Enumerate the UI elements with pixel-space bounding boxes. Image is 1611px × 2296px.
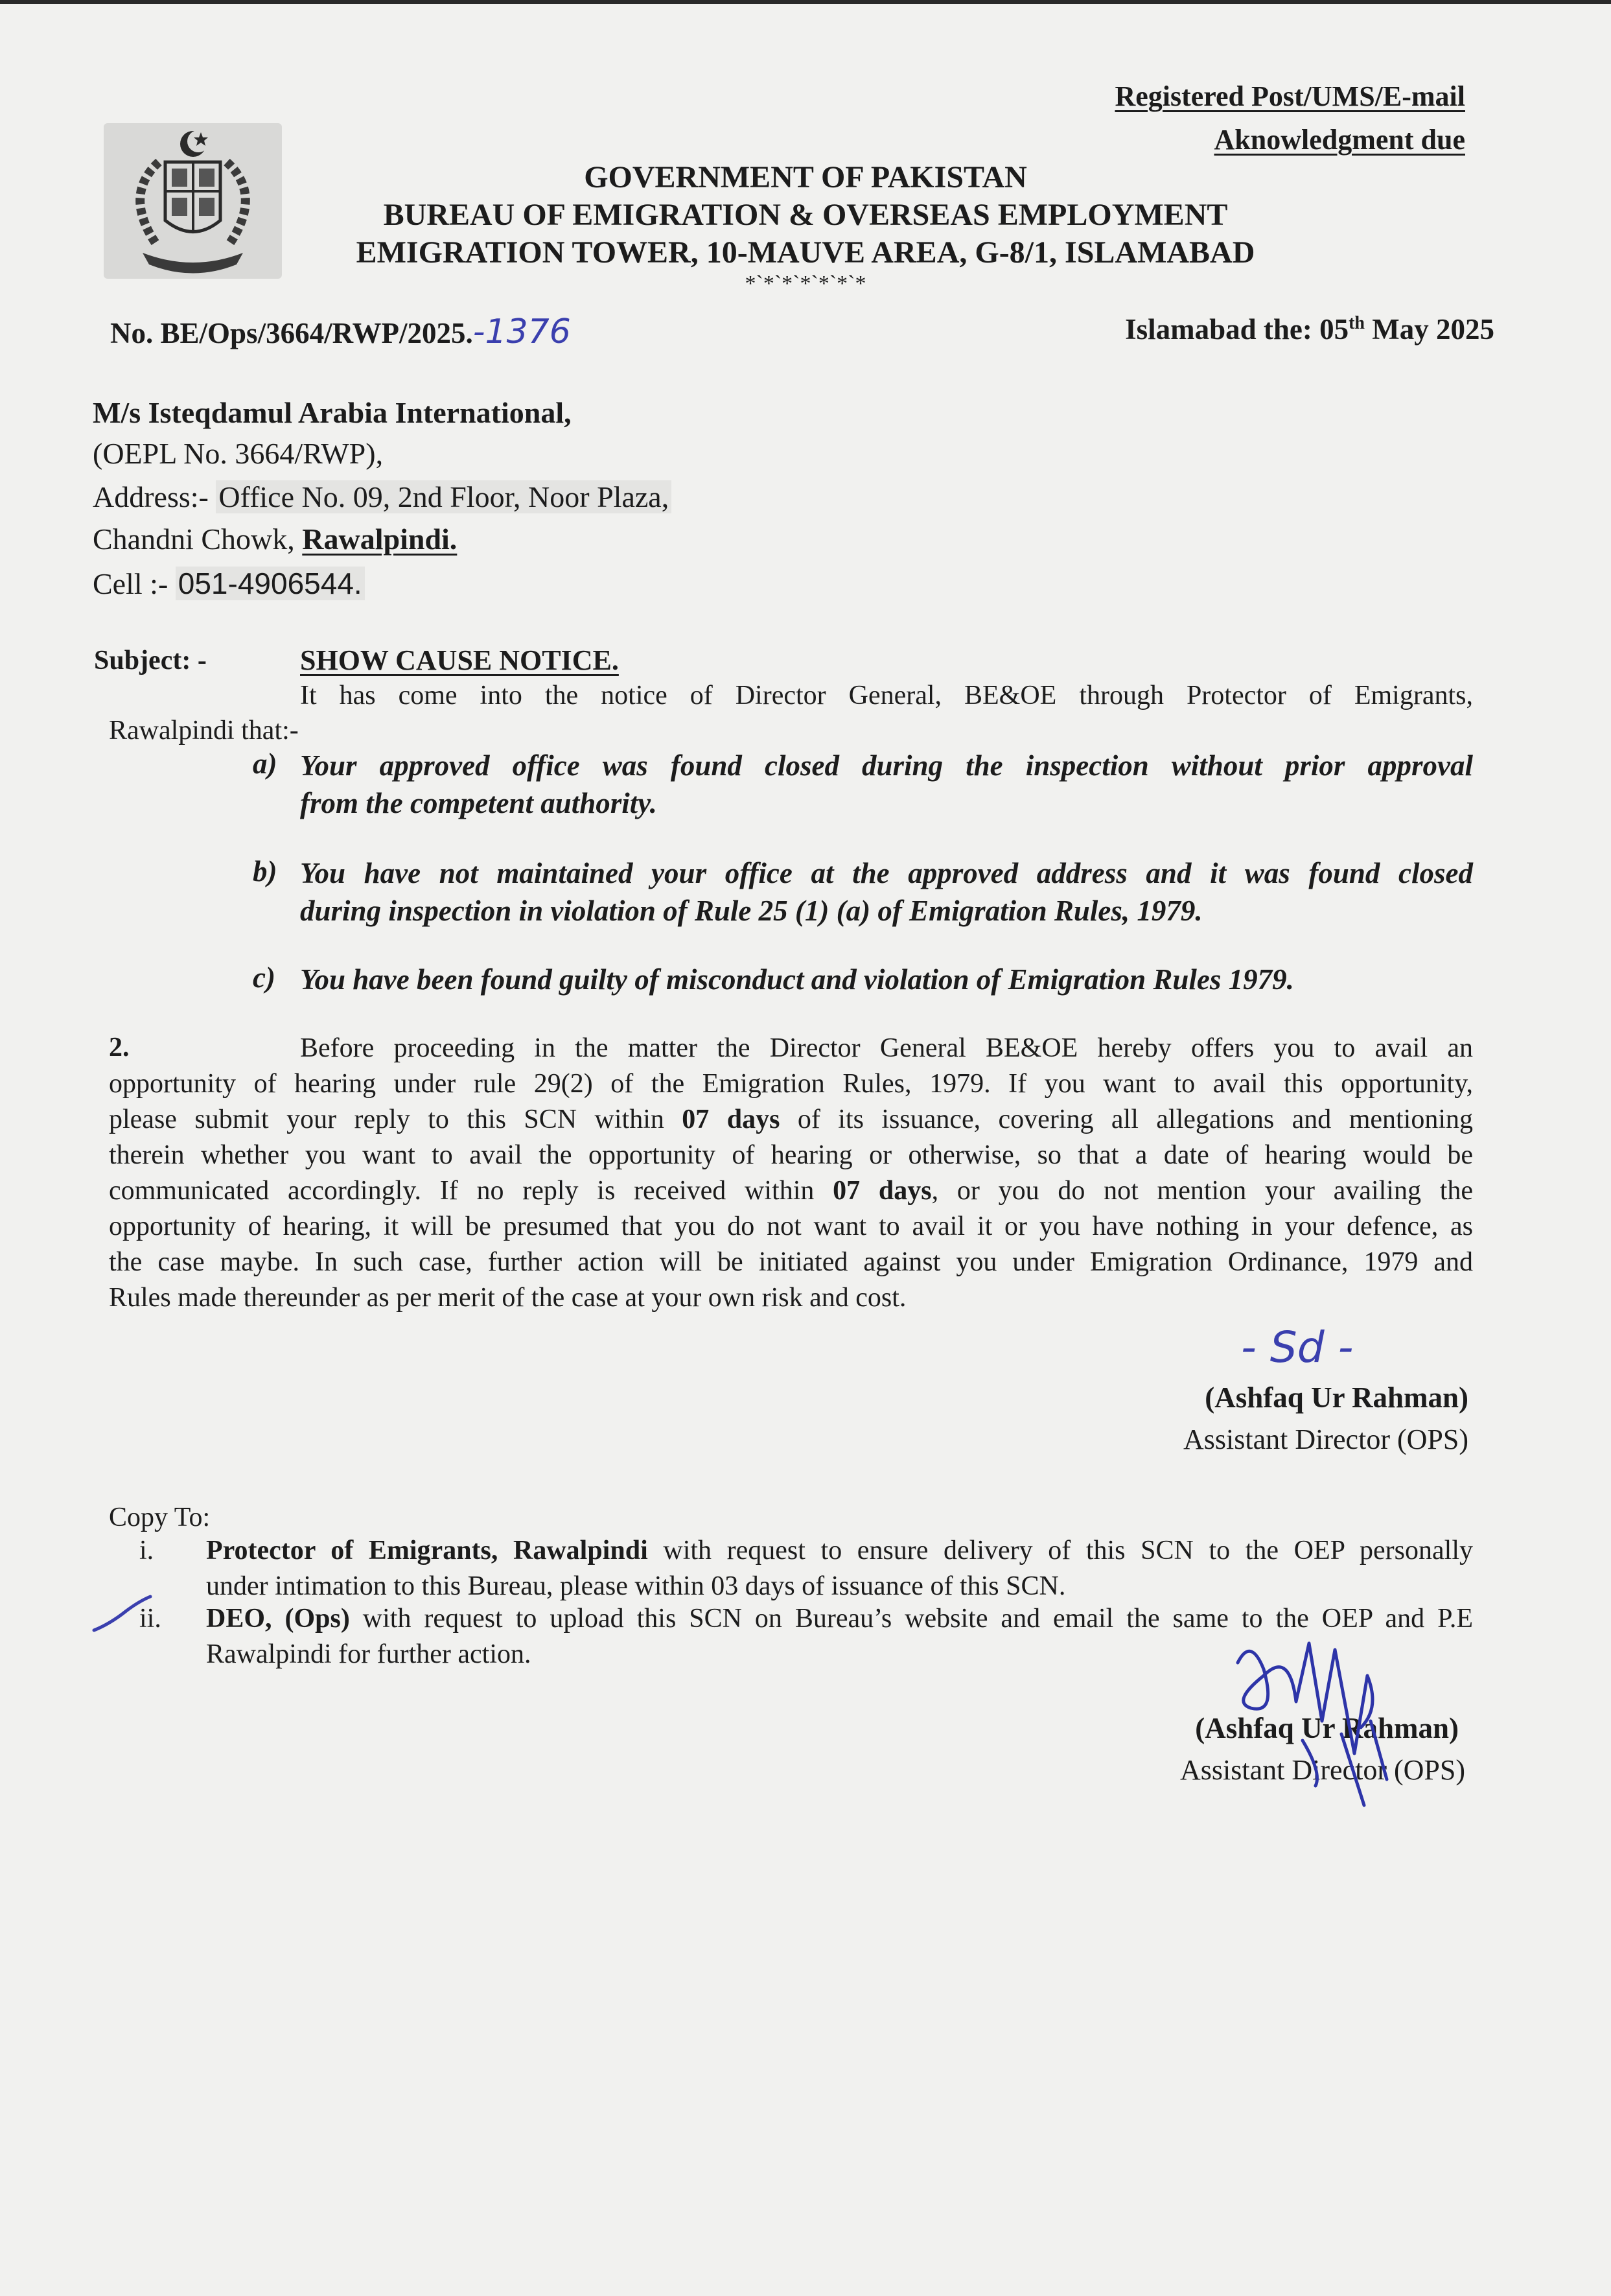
para2-line1: Before proceeding in the matter the Director General BE&OE hereby offers you to avail an	[300, 1033, 1473, 1063]
para2-line2: opportunity of hearing under rule 29(2) of the Emigration Rules, 1979. If you want to avail this opportunity,	[109, 1069, 1473, 1099]
reference-number-text: No. BE/Ops/3664/RWP/2025.	[110, 317, 473, 349]
allegation-c-marker: c)	[253, 961, 275, 994]
copy-item-ii-recipient: DEO, (Ops)	[206, 1604, 350, 1634]
recipient-name: M/s Isteqdamul Arabia International,	[93, 396, 572, 429]
recipient-oepl: (OEPL No. 3664/RWP),	[93, 437, 384, 470]
address-line2-prefix: Chandni Chowk,	[93, 522, 295, 556]
para2-line4: therein whether you want to avail the opportunity of hearing or otherwise, so that a date of hearing would be	[109, 1140, 1473, 1170]
handwritten-sd: - Sd -	[1241, 1322, 1354, 1372]
copy-item-i-text: with request to ensure delivery of this SCN to the OEP personally	[647, 1536, 1473, 1565]
separator-stars: *`*`*`*`*`*`*	[745, 272, 866, 296]
reply-deadline-1: 07 days	[682, 1105, 780, 1134]
recipient-address-line2	[93, 522, 457, 556]
bureau-heading: BUREAU OF EMIGRATION & OVERSEAS EMPLOYMENT	[383, 198, 1228, 232]
intro-line1: It has come into the notice of Director General, BE&OE through Protector of Emigrants,	[300, 681, 1473, 710]
reference-number	[110, 312, 571, 351]
allegation-a-line1: Your approved office was found closed during the inspection without prior approval	[300, 749, 1473, 782]
recipient-address-line1	[93, 480, 671, 514]
para2-line6: opportunity of hearing, it will be presumed that you do not want to avail it or you have nothing in your defence, as	[109, 1212, 1473, 1241]
para2-line7: the case maybe. In such case, further action will be initiated against you under Emigration Ordinance, 1979 and	[109, 1247, 1473, 1277]
scan-top-edge	[0, 0, 1611, 4]
government-heading: GOVERNMENT OF PAKISTAN	[584, 160, 1027, 194]
copy-item-ii-text: with request to upload this SCN on Bureau’s website and email the same to the OEP and P.E	[349, 1604, 1473, 1634]
para2-number: 2.	[109, 1033, 130, 1062]
date-prefix: Islamabad the: 05	[1125, 313, 1349, 346]
para2-line5a: communicated accordingly. If no reply is received within	[109, 1176, 815, 1206]
handwritten-signature-icon	[1225, 1624, 1413, 1812]
cell-number: 051-4906544.	[176, 567, 365, 600]
para2-line3b: of its issuance, covering all allegations and mentioning	[797, 1105, 1474, 1134]
subject-title: SHOW CAUSE NOTICE.	[300, 644, 619, 676]
reply-deadline-2: 07 days	[833, 1176, 932, 1206]
address-line1: Office No. 09, 2nd Floor, Noor Plaza,	[216, 480, 671, 513]
copy-to-label: Copy To:	[109, 1503, 211, 1532]
para2-line5	[109, 1173, 1473, 1209]
allegation-a-marker: a)	[253, 747, 277, 780]
date-ordinal: th	[1349, 313, 1365, 333]
allegation-b-marker: b)	[253, 855, 277, 887]
signatory2-name: (Ashfaq Ur Rahman)	[1195, 1712, 1459, 1744]
para2-line8: Rules made thereunder as per merit of the case at your own risk and cost.	[109, 1283, 907, 1313]
allegation-b-line2: during inspection in violation of Rule 25 (1) (a) of Emigration Rules, 1979.	[300, 895, 1203, 927]
allegation-c-line1: You have been found guilty of misconduct and violation of Emigration Rules 1979.	[300, 963, 1294, 996]
date-suffix: May 2025	[1365, 313, 1494, 346]
allegation-b-line1: You have not maintained your office at the approved address and it was found closed	[300, 857, 1473, 889]
recipient-cell	[93, 566, 365, 601]
handwritten-dispatch-number: -1376	[472, 312, 571, 351]
acknowledgment-label: Aknowledgment due	[1214, 124, 1465, 156]
copy-item-i-line2: under intimation to this Bureau, please within 03 days of issuance of this SCN.	[206, 1571, 1066, 1601]
signatory2-title: Assistant Director (OPS)	[1180, 1754, 1465, 1786]
copy-item-i-recipient: Protector of Emigrants, Rawalpindi	[206, 1536, 648, 1565]
allegation-a-line2: from the competent authority.	[300, 787, 657, 819]
copy-item-i-line1	[206, 1533, 1473, 1569]
para2-line5b: , or you do not mention your availing the	[931, 1176, 1474, 1206]
address-label: Address:-	[93, 480, 209, 513]
copy-item-ii-line2: Rawalpindi for further action.	[206, 1639, 531, 1669]
para2-line3a: please submit your reply to this SCN within	[109, 1105, 664, 1134]
copy-item-i-marker: i.	[139, 1536, 154, 1565]
recipient-city: Rawalpindi.	[302, 522, 458, 556]
signatory-title: Assistant Director (OPS)	[1183, 1423, 1468, 1455]
bureau-address: EMIGRATION TOWER, 10-MAUVE AREA, G-8/1, ISLAMABAD	[356, 235, 1255, 270]
cell-label: Cell :-	[93, 567, 168, 600]
dispatch-notes	[1115, 75, 1465, 161]
copy-item-ii-marker: ii.	[139, 1604, 161, 1634]
registered-post-label: Registered Post/UMS/E-mail	[1115, 80, 1465, 112]
intro-line2: Rawalpindi that:-	[109, 716, 299, 745]
para2-line3	[109, 1102, 1473, 1138]
letter-date	[1125, 312, 1494, 346]
subject-label: Subject: -	[94, 646, 207, 675]
signatory-name: (Ashfaq Ur Rahman)	[1205, 1381, 1468, 1414]
